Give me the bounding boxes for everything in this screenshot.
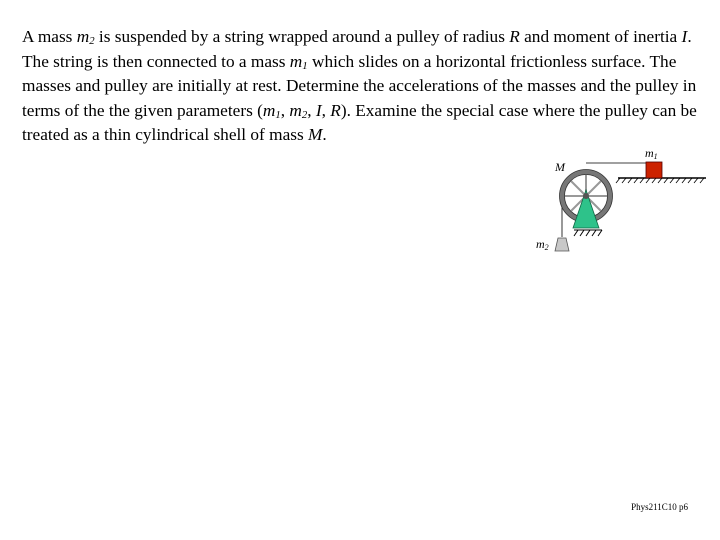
hanging-mass-m2	[555, 238, 569, 251]
var-m: m	[289, 100, 302, 120]
var-R: R	[509, 27, 520, 46]
var-m: m	[289, 51, 303, 71]
sub-2: 2	[301, 108, 308, 121]
block-m1	[646, 162, 662, 178]
sub-2: 2	[89, 35, 95, 48]
table-surface	[616, 178, 706, 183]
var-m: m	[262, 100, 276, 120]
label-M: M	[555, 160, 565, 174]
var-I: I	[681, 27, 688, 46]
var-I: I	[315, 100, 322, 120]
label-m1: m1	[645, 146, 658, 161]
sub-1: 1	[275, 108, 281, 121]
sub-1: 1	[302, 59, 308, 72]
separator: ,	[321, 100, 331, 120]
problem-text: ). Examine the special case where the pulley can be treated as a thin cylindrical shell of mass	[22, 100, 697, 144]
separator: ,	[280, 100, 290, 120]
problem-text: which slides on a horizontal frictionless surface. The masses and pulley are initially at rest. Determine the accelerations of the masses and the pulley in terms of the the given parameters (	[22, 51, 697, 120]
problem-text: A mass	[22, 27, 77, 46]
problem-text: and moment of inertia	[519, 27, 682, 46]
footer-page-id: Phys211C10 p6	[631, 502, 688, 512]
problem-text: .	[322, 125, 327, 144]
problem-text: is suspended by a string wrapped around a pulley of radius	[94, 27, 510, 46]
problem-text: . The string is then connected to a mass	[22, 27, 692, 71]
separator: ,	[307, 100, 316, 120]
var-m: m	[76, 27, 90, 46]
problem-statement	[22, 25, 712, 148]
pulley-diagram	[520, 140, 710, 260]
axle	[583, 193, 589, 199]
ground	[574, 230, 602, 236]
label-m2: m2	[536, 237, 549, 252]
var-R: R	[330, 100, 341, 120]
var-M: M	[308, 125, 323, 144]
